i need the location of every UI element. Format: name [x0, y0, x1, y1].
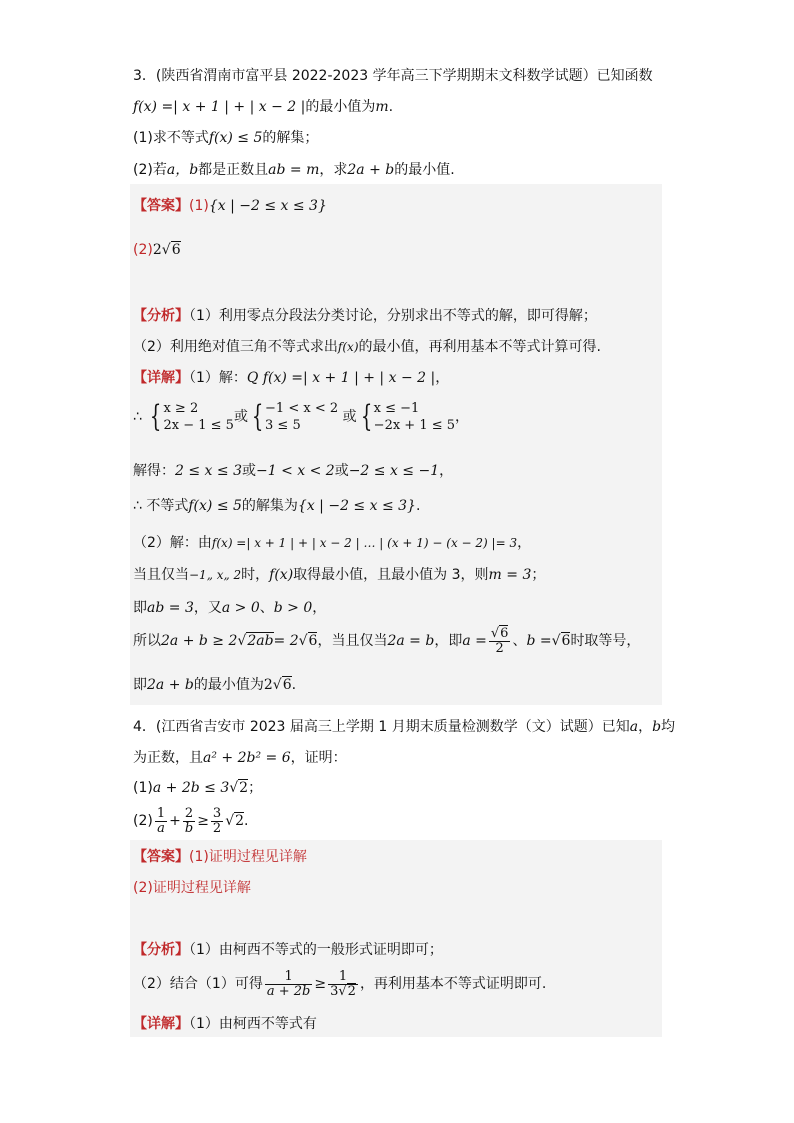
q3-answer-line1: 【答案】(1){x | −2 ≤ x ≤ 3} [133, 198, 327, 214]
q4-analysis-line2: （2）结合（1）可得 $\frac{1}{a + 2b}$ ≥ $\frac{1}{3√2}$ ，再利用基本不等式证明即可. [133, 968, 547, 999]
q4-answer-line1: 【答案】(1)证明过程见详解 [133, 849, 307, 865]
q4-header: 4．(江西省吉安市 2023 届高三上学期 1 月期末质量检测数学（文）试题）已知a，b均 [133, 719, 676, 735]
fraction: $\frac{1}{3√2}$ [330, 968, 356, 999]
q3-detail-line2: （2）解：由f(x) =| x + 1 | + | x − 2 | … | (x + 1) − (x − 2) |= 3， [133, 535, 532, 551]
q3-solve-line: 解得：2 ≤ x ≤ 3或−1 < x < 2或−2 ≤ x ≤ −1， [133, 463, 454, 479]
fraction: $\frac{√6}{2}$ [490, 625, 509, 656]
q3-case-systems: ∴ { x ≥ 2 2x − 1 ≤ 5 或 { −1 < x < 2 3 ≤ 5 或 { x ≤ −1 −2x + 1 ≤ 5 ， [133, 399, 470, 434]
q4-answer-line2: (2)证明过程见详解 [133, 880, 251, 896]
q3-set-line: ∴ 不等式f(x) ≤ 5的解集为{x | −2 ≤ x ≤ 3}. [133, 498, 421, 514]
system-1: x ≥ 2 2x − 1 ≤ 5 [163, 401, 234, 433]
fraction: $\frac{1}{a + 2b}$ [266, 968, 311, 999]
q3-header: 3．(陕西省渭南市富平县 2022-2023 学年高三下学期期末文科数学试题）已知函数 [133, 68, 653, 84]
q3-analysis-line1: 【分析】（1）利用零点分段法分类讨论，分别求出不等式的解，即可得解； [133, 308, 597, 324]
q3-detail-line1: 【详解】（1）解：Q f(x) =| x + 1 | + | x − 2 |， [133, 370, 450, 386]
q3-part1: (1)求不等式f(x) ≤ 5的解集； [133, 130, 319, 146]
system-3: x ≤ −1 −2x + 1 ≤ 5 [373, 401, 456, 433]
q3-ab-line: 即ab = 3，又a > 0、b > 0， [133, 600, 327, 616]
q3-function-line: f(x) =| x + 1 | + | x − 2 |的最小值为m. [133, 99, 394, 115]
q4-part2: (2) $\frac{1}{a}$ + $\frac{2}{b}$ ≥ $\frac{3}{2}$ √2. [133, 805, 249, 836]
q3-part2: (2)若a，b都是正数且ab = m，求2a + b的最小值. [133, 162, 455, 178]
fraction: $\frac{3}{2}$ [212, 805, 222, 836]
q3-func: f(x) =| x + 1 | + | x − 2 | [133, 99, 306, 115]
fraction: $\frac{1}{a}$ [156, 805, 166, 836]
q4-analysis-line1: 【分析】（1）由柯西不等式的一般形式证明即可； [133, 942, 443, 958]
q3-analysis-line2: （2）利用绝对值三角不等式求出f(x)的最小值，再利用基本不等式计算可得. [133, 339, 601, 355]
q4-detail-line1: 【详解】（1）由柯西不等式有 [133, 1016, 317, 1032]
fraction: $\frac{2}{b}$ [184, 805, 194, 836]
q4-line2: 为正数，且a² + 2b² = 6，证明： [133, 750, 347, 766]
q4-solution-block [130, 840, 662, 1037]
q4-part1: (1)a + 2b ≤ 3√2； [133, 780, 263, 796]
q3-equality-line: 当且仅当−1„ x„ 2时，f(x)取得最小值，且最小值为 3，则m = 3； [133, 567, 546, 583]
q3-so-line: 所以2a + b ≥ 2√2ab= 2√6，当且仅当2a = b，即a = $\frac{√6}{2}$ 、b =√6时取等号， [133, 625, 641, 656]
q3-answer-line2: (2)2√6 [133, 242, 181, 258]
q3-min-line: 即2a + b的最小值为2√6. [133, 677, 297, 693]
system-2: −1 < x < 2 3 ≤ 5 [265, 401, 339, 433]
